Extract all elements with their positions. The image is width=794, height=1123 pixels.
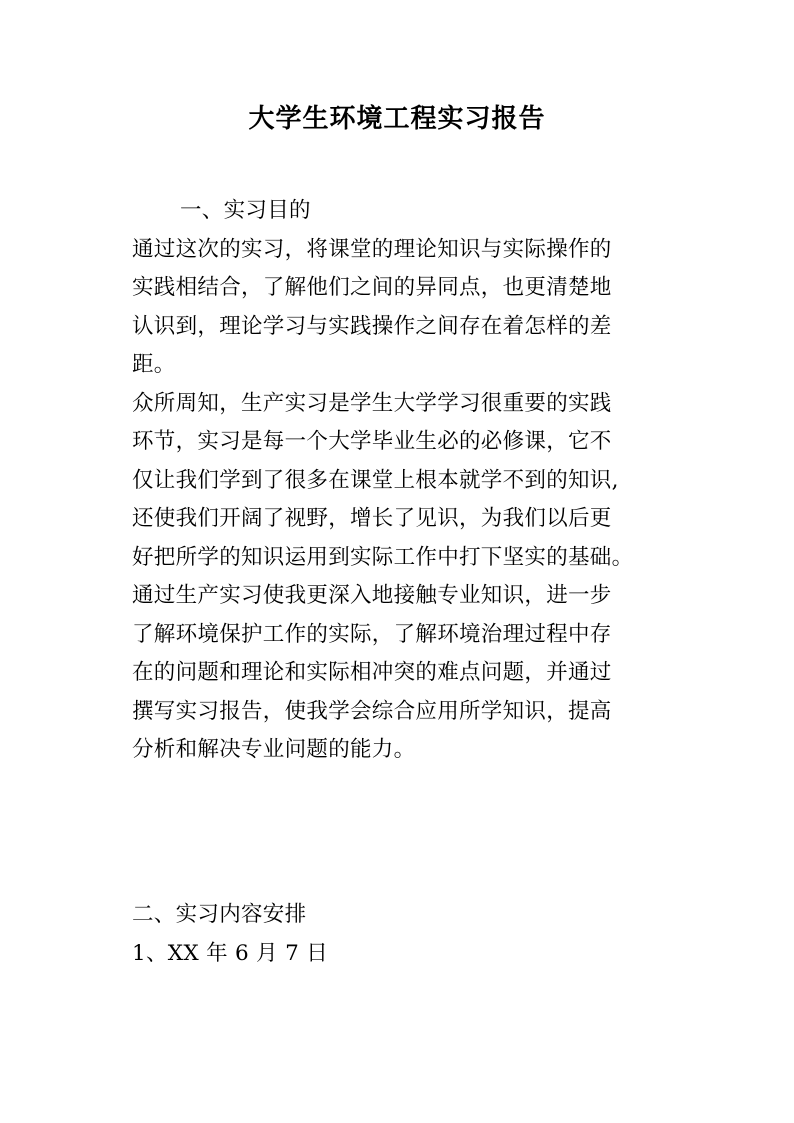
paragraph-line: 仅让我们学到了很多在课堂上根本就学不到的知识, bbox=[132, 467, 619, 493]
paragraph-line: 还使我们开阔了视野，增长了见识，为我们以后更 bbox=[132, 506, 612, 531]
paragraph-line: 认识到，理论学习与实践操作之间存在着怎样的差 bbox=[132, 313, 612, 339]
section-heading-purpose: 一、实习目的 bbox=[180, 198, 311, 223]
paragraph-line: 分析和解决专业问题的能力。 bbox=[132, 737, 416, 762]
paragraph-line: 在的问题和理论和实际相冲突的难点问题，并通过 bbox=[132, 660, 612, 685]
schedule-item: 1、XX 年 6 月 7 日 bbox=[132, 940, 329, 966]
document-title: 大学生环境工程实习报告 bbox=[248, 104, 546, 134]
section-heading-schedule: 二、实习内容安排 bbox=[132, 902, 307, 927]
paragraph-line: 环节，实习是每一个大学毕业生必的必修课，它不 bbox=[132, 429, 612, 454]
paragraph-line: 通过这次的实习，将课堂的理论知识与实际操作的 bbox=[132, 236, 612, 262]
body-section-2 bbox=[132, 896, 672, 973]
paragraph-line: 通过生产实习使我更深入地接触专业知识，进一步 bbox=[132, 583, 612, 608]
paragraph-line: 好把所学的知识运用到实际工作中打下坚实的基础。 bbox=[132, 544, 634, 570]
body-section-1 bbox=[132, 192, 672, 770]
paragraph-line: 众所周知，生产实习是学生大学学习很重要的实践 bbox=[132, 390, 612, 416]
paragraph-line: 了解环境保护工作的实际，了解环境治理过程中存 bbox=[132, 621, 612, 647]
paragraph-line: 撰写实习报告，使我学会综合应用所学知识，提高 bbox=[132, 698, 612, 724]
paragraph-line: 实践相结合，了解他们之间的异同点，也更清楚地 bbox=[132, 275, 612, 300]
paragraph-line: 距。 bbox=[132, 352, 176, 377]
